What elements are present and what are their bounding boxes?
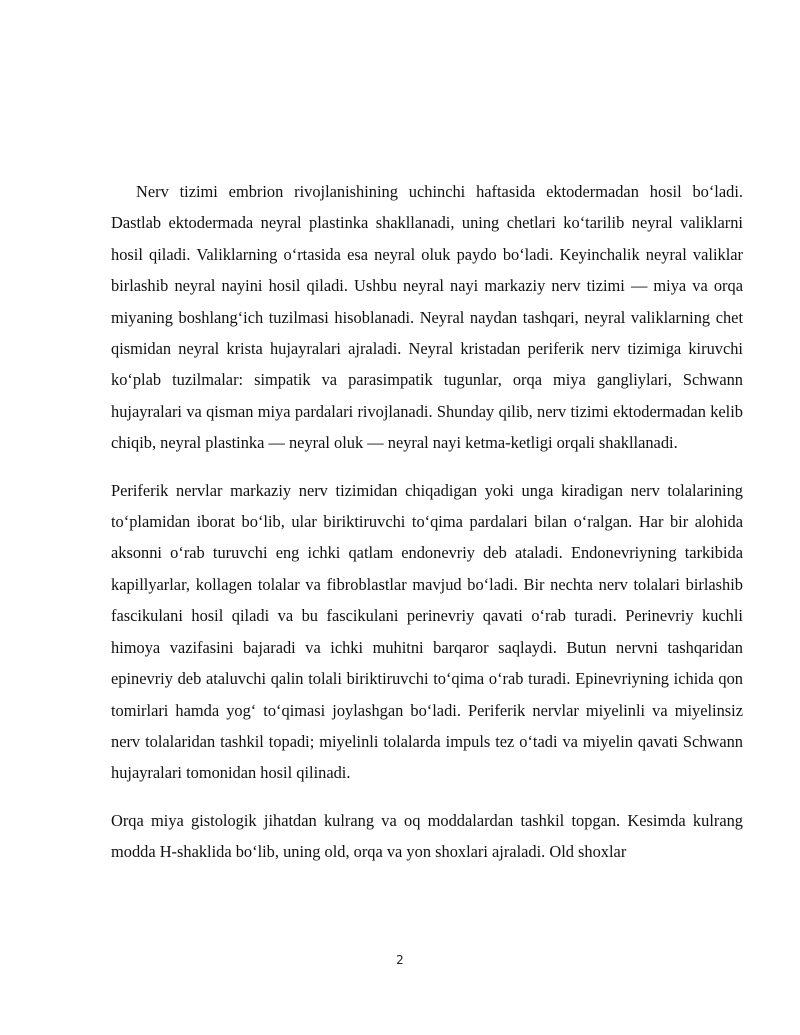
paragraph-peripheral-nerves: Periferik nervlar markaziy nerv tizimidan chiqadigan yoki unga kiradigan nerv tolalarining to‘plamidan iborat bo‘lib, ular biriktiruvchi to‘qima pardalari bilan o‘ralgan. Har bir alohida aksonni o‘rab turuvchi eng ichki qatlam endonevriy deb ataladi. Endonevriyning tarkibida kapillyarlar, kollagen tolalar va fibroblastlar mavjud bo‘ladi. Bir nechta nerv tolalari birlashib fascikulani hosil qiladi va bu fascikulani perinevriy qavati o‘rab turadi. Perinevriy kuchli himoya vazifasini bajaradi va ichki muhitni barqaror saqlaydi. Butun nervni tashqaridan epinevriy deb ataluvchi qalin tolali biriktiruvchi to‘qima o‘rab turadi. Epinevriyning ichida qon tomirlari hamda yog‘ to‘qimasi joylashgan bo‘ladi. Periferik nervlar miyelinli va miyelinsiz nerv tolalaridan tashkil topadi; miyelinli tolalarda impuls tez o‘tadi va miyelin qavati Schwann hujayralari tomonidan hosil qilinadi. [111,480,743,783]
paragraph-spinal-cord: Orqa miya gistologik jihatdan kulrang va oq moddalardan tashkil topgan. Kesimda kulrang modda H-shaklida bo‘lib, uning old, orqa va yon shoxlari ajraladi. Old shoxlar [111,810,743,862]
body-text [111,176,743,868]
page-number: 2 [396,953,404,967]
paragraph-embryology: Nerv tizimi embrion rivojlanishining uchinchi haftasida ektodermadan hosil bo‘ladi. Dastlab ektodermada neyral plastinka shakllanadi, uning chetlari ko‘tarilib neyral valiklarni hosil qiladi. Valiklarning o‘rtasida esa neyral oluk paydo bo‘ladi. Keyinchalik neyral valiklar birlashib neyral nayini hosil qiladi. Ushbu neyral nayi markaziy nerv tizimi — miya va orqa miyaning boshlang‘ich tuzilmasi hisoblanadi. Neyral naydan tashqari, neyral valiklarning chet qismidan neyral krista hujayralari ajraladi. Neyral kristadan periferik nerv tizimiga kiruvchi ko‘plab tuzilmalar: simpatik va parasimpatik tugunlar, orqa miya gangliylari, Schwann hujayralari va qisman miya pardalari rivojlanadi. Shunday qilib, nerv tizimi ektodermadan kelib chiqib, neyral plastinka — neyral oluk — neyral nayi ketma-ketligi orqali shakllanadi. [111,182,743,453]
